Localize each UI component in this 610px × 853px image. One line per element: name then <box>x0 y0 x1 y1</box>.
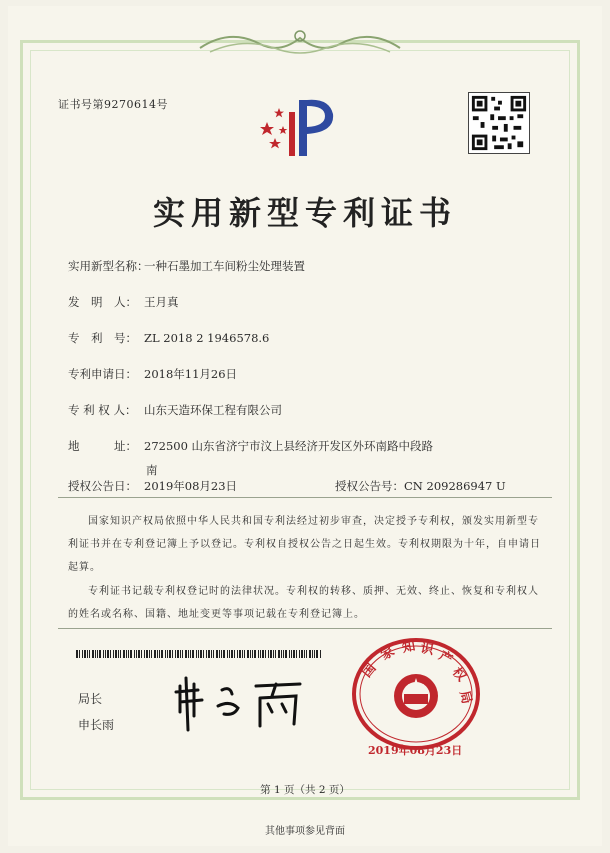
official-seal <box>348 636 484 756</box>
certificate-title: 实用新型专利证书 <box>152 194 457 232</box>
top-ornament <box>190 24 410 60</box>
utility-model-name-field <box>68 258 305 274</box>
field-label: 专 利 权 人： <box>68 403 137 417</box>
grant-date-field <box>68 478 237 494</box>
divider <box>58 628 552 629</box>
field-value: 一种石墨加工车间粉尘处理装置 <box>144 259 305 273</box>
director-name: 申长雨 <box>78 718 115 732</box>
page-number: 第 1 页（共 2 页） <box>260 784 350 796</box>
svg-text:知: 知 <box>401 638 417 656</box>
certificate-number: 证书号第9270614号 <box>58 98 168 111</box>
address-field <box>68 438 433 454</box>
patentee-field <box>68 402 282 418</box>
barcode <box>76 650 324 658</box>
field-value: 2019年08月23日 <box>144 479 238 493</box>
svg-text:权: 权 <box>448 664 469 685</box>
field-value: 272500 山东省济宁市汶上县经济开发区外环南路中段路 <box>144 439 434 453</box>
field-value: 2018年11月26日 <box>144 367 238 381</box>
field-label: 实用新型名称： <box>68 259 149 273</box>
patent-number-field <box>68 330 269 346</box>
seal-date: 2019年08月23日 <box>368 744 463 757</box>
publication-number: 授权公告号：CN 209286947 U <box>335 479 506 493</box>
address-continuation: 南 <box>146 463 158 477</box>
svg-text:局: 局 <box>456 689 474 706</box>
field-label: 专 利 号： <box>68 331 137 345</box>
field-label: 地 址： <box>68 439 137 453</box>
director-title: 局长 <box>78 692 103 706</box>
inventor-field <box>68 294 179 310</box>
field-value: ZL 2018 2 1946578.6 <box>144 331 270 345</box>
field-value: 王月真 <box>144 295 179 309</box>
statement-paragraph-1: 国家知识产权局依照中华人民共和国专利法经过初步审查，决定授予专利权，颁发实用新型专利证书并在专利登记簿上予以登记。专利权自授权公告之日起生效。专利权期限为十年，自申请日起算。 <box>68 516 541 573</box>
footer-note: 其他事项参见背面 <box>265 826 345 837</box>
field-label: 发 明 人： <box>68 295 137 309</box>
svg-text:识: 识 <box>419 641 435 659</box>
field-value: 山东天造环保工程有限公司 <box>144 403 282 417</box>
divider <box>58 497 552 498</box>
svg-text:家: 家 <box>378 643 398 664</box>
statement-paragraph-2: 专利证书记载专利权登记时的法律状况。专利权的转移、质押、无效、终止、恢复和专利权人的姓名或名称、国籍、地址变更等事项记载在专利登记簿上。 <box>68 586 539 620</box>
svg-text:国: 国 <box>359 660 380 681</box>
patent-office-logo <box>255 92 345 164</box>
qr-code <box>468 92 530 154</box>
svg-text:产: 产 <box>436 648 455 668</box>
director-signature <box>168 672 308 732</box>
application-date-field <box>68 366 237 382</box>
field-label: 专利申请日： <box>68 367 137 381</box>
field-label: 授权公告日： <box>68 479 137 493</box>
